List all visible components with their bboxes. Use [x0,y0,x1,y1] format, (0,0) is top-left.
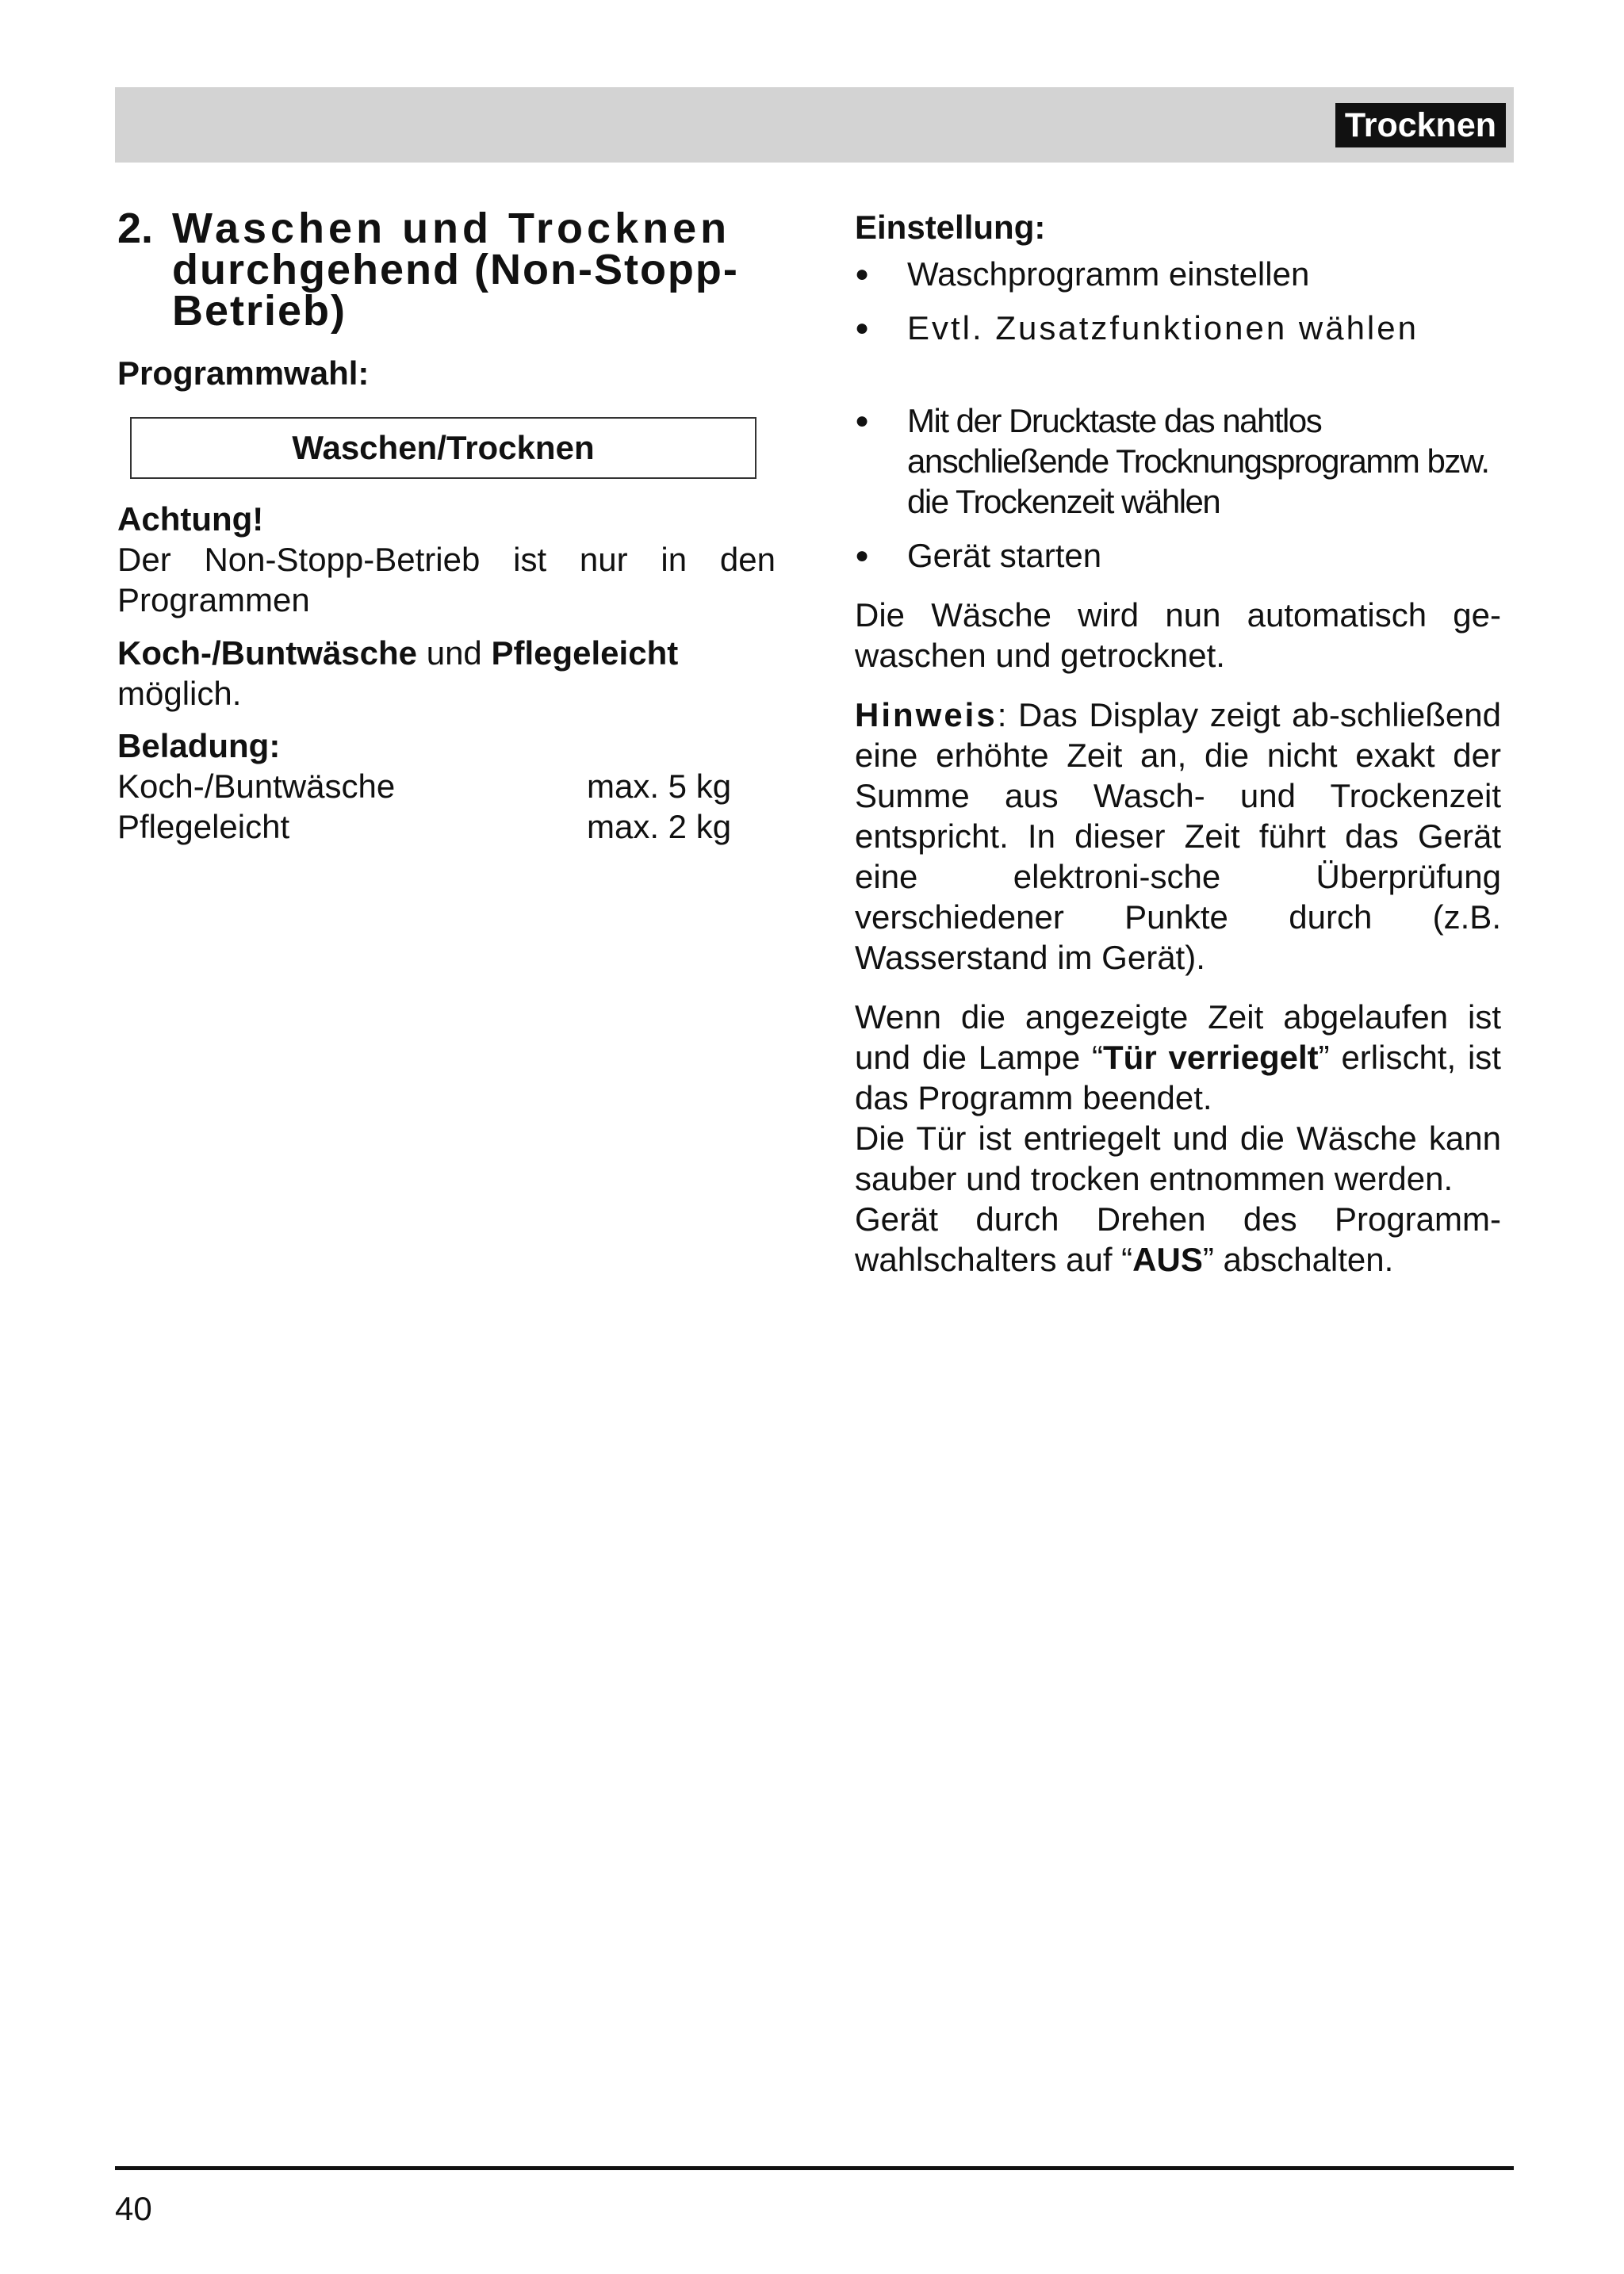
list-item [855,400,1501,522]
door-lock-lamp-label: Tür verriegelt [1103,1039,1319,1076]
load-name: Koch-/Buntwäsche [117,768,396,805]
off-label: AUS [1132,1241,1203,1278]
note-paragraph [855,695,1501,978]
warning-text: Der Non-Stopp-Betrieb ist nur in den Programmen [117,541,776,618]
programs-and: und [426,634,482,672]
end-paragraph [855,997,1501,1118]
step-text: Mit der Drucktaste das nahtlos anschließende Trocknungsprogramm bzw. die Trockenzeit wählen [907,402,1489,520]
heading-line-2: durchgehend (Non-Stopp- [172,246,739,293]
off-paragraph [855,1199,1501,1280]
warning-title: Achtung! [117,500,264,538]
setting-steps [855,254,1501,576]
load-value: max. 5 kg [587,768,732,805]
step-text: Gerät starten [907,537,1102,574]
step-text: Waschprogramm einstellen [907,255,1310,293]
note-label: Hinweis [855,696,998,733]
program-box: Waschen/Trocknen [130,417,756,479]
footer-rule [115,2166,1514,2170]
auto-text: Die Wäsche wird nun automatisch ge-waschen und getrocknet. [855,596,1501,674]
bullet-icon: ● [855,315,870,341]
end-text-1: Wenn die angezeigte Zeit abgelaufen ist und die Lampe “ [855,998,1501,1076]
load-row [117,806,776,847]
load-row [117,766,776,806]
bullet-icon: ● [855,542,870,568]
page-number: 40 [115,2190,152,2227]
list-item [855,308,1501,348]
section-tag: Trocknen [1335,103,1506,147]
load-value: max. 2 kg [587,808,732,845]
programs-tail: möglich. [117,675,242,712]
right-column [855,208,1501,1280]
bullet-icon: ● [855,408,870,434]
off-text-1: Gerät durch Drehen des Programm-wahlschalters auf “ [855,1200,1501,1278]
program-name-1: Koch-/Buntwäsche [117,634,418,672]
note-text: : Das Display zeigt ab-schließend eine erhöhte Zeit an, die nicht exakt der Summe aus Wasch- und Trockenzeit entspricht. In dieser Zeit führt das Gerät eine elektroni-sche Überprüfung verschiedener Punkte durch (z.B. Wasserstand im Gerät). [855,696,1501,976]
bullet-icon: ● [855,261,870,287]
end-text-2: ” erlischt, ist das Programm beendet. [855,1039,1501,1116]
programs-note [117,633,776,714]
off-text-2: ” abschalten. [1202,1241,1394,1278]
load-title: Beladung: [117,727,281,764]
list-item [855,535,1501,576]
program-label: Programmwahl: [117,354,370,392]
left-column [117,205,776,847]
heading-line-3: Betrieb) [172,287,347,335]
header-band [115,87,1514,163]
section-heading [117,205,776,335]
heading-line-1: Waschen und Trocknen [172,205,731,252]
heading-text [172,205,776,335]
setting-title: Einstellung: [855,209,1046,246]
list-item [855,254,1501,294]
program-name-2: Pflegeleicht [491,634,679,672]
door-paragraph: Die Tür ist entriegelt und die Wäsche kann sauber und trocken entnommen werden. [855,1120,1501,1197]
load-name: Pflegeleicht [117,808,290,845]
heading-number: 2. [117,205,154,252]
step-text: Evtl. Zusatzfunktionen wählen [907,309,1419,346]
